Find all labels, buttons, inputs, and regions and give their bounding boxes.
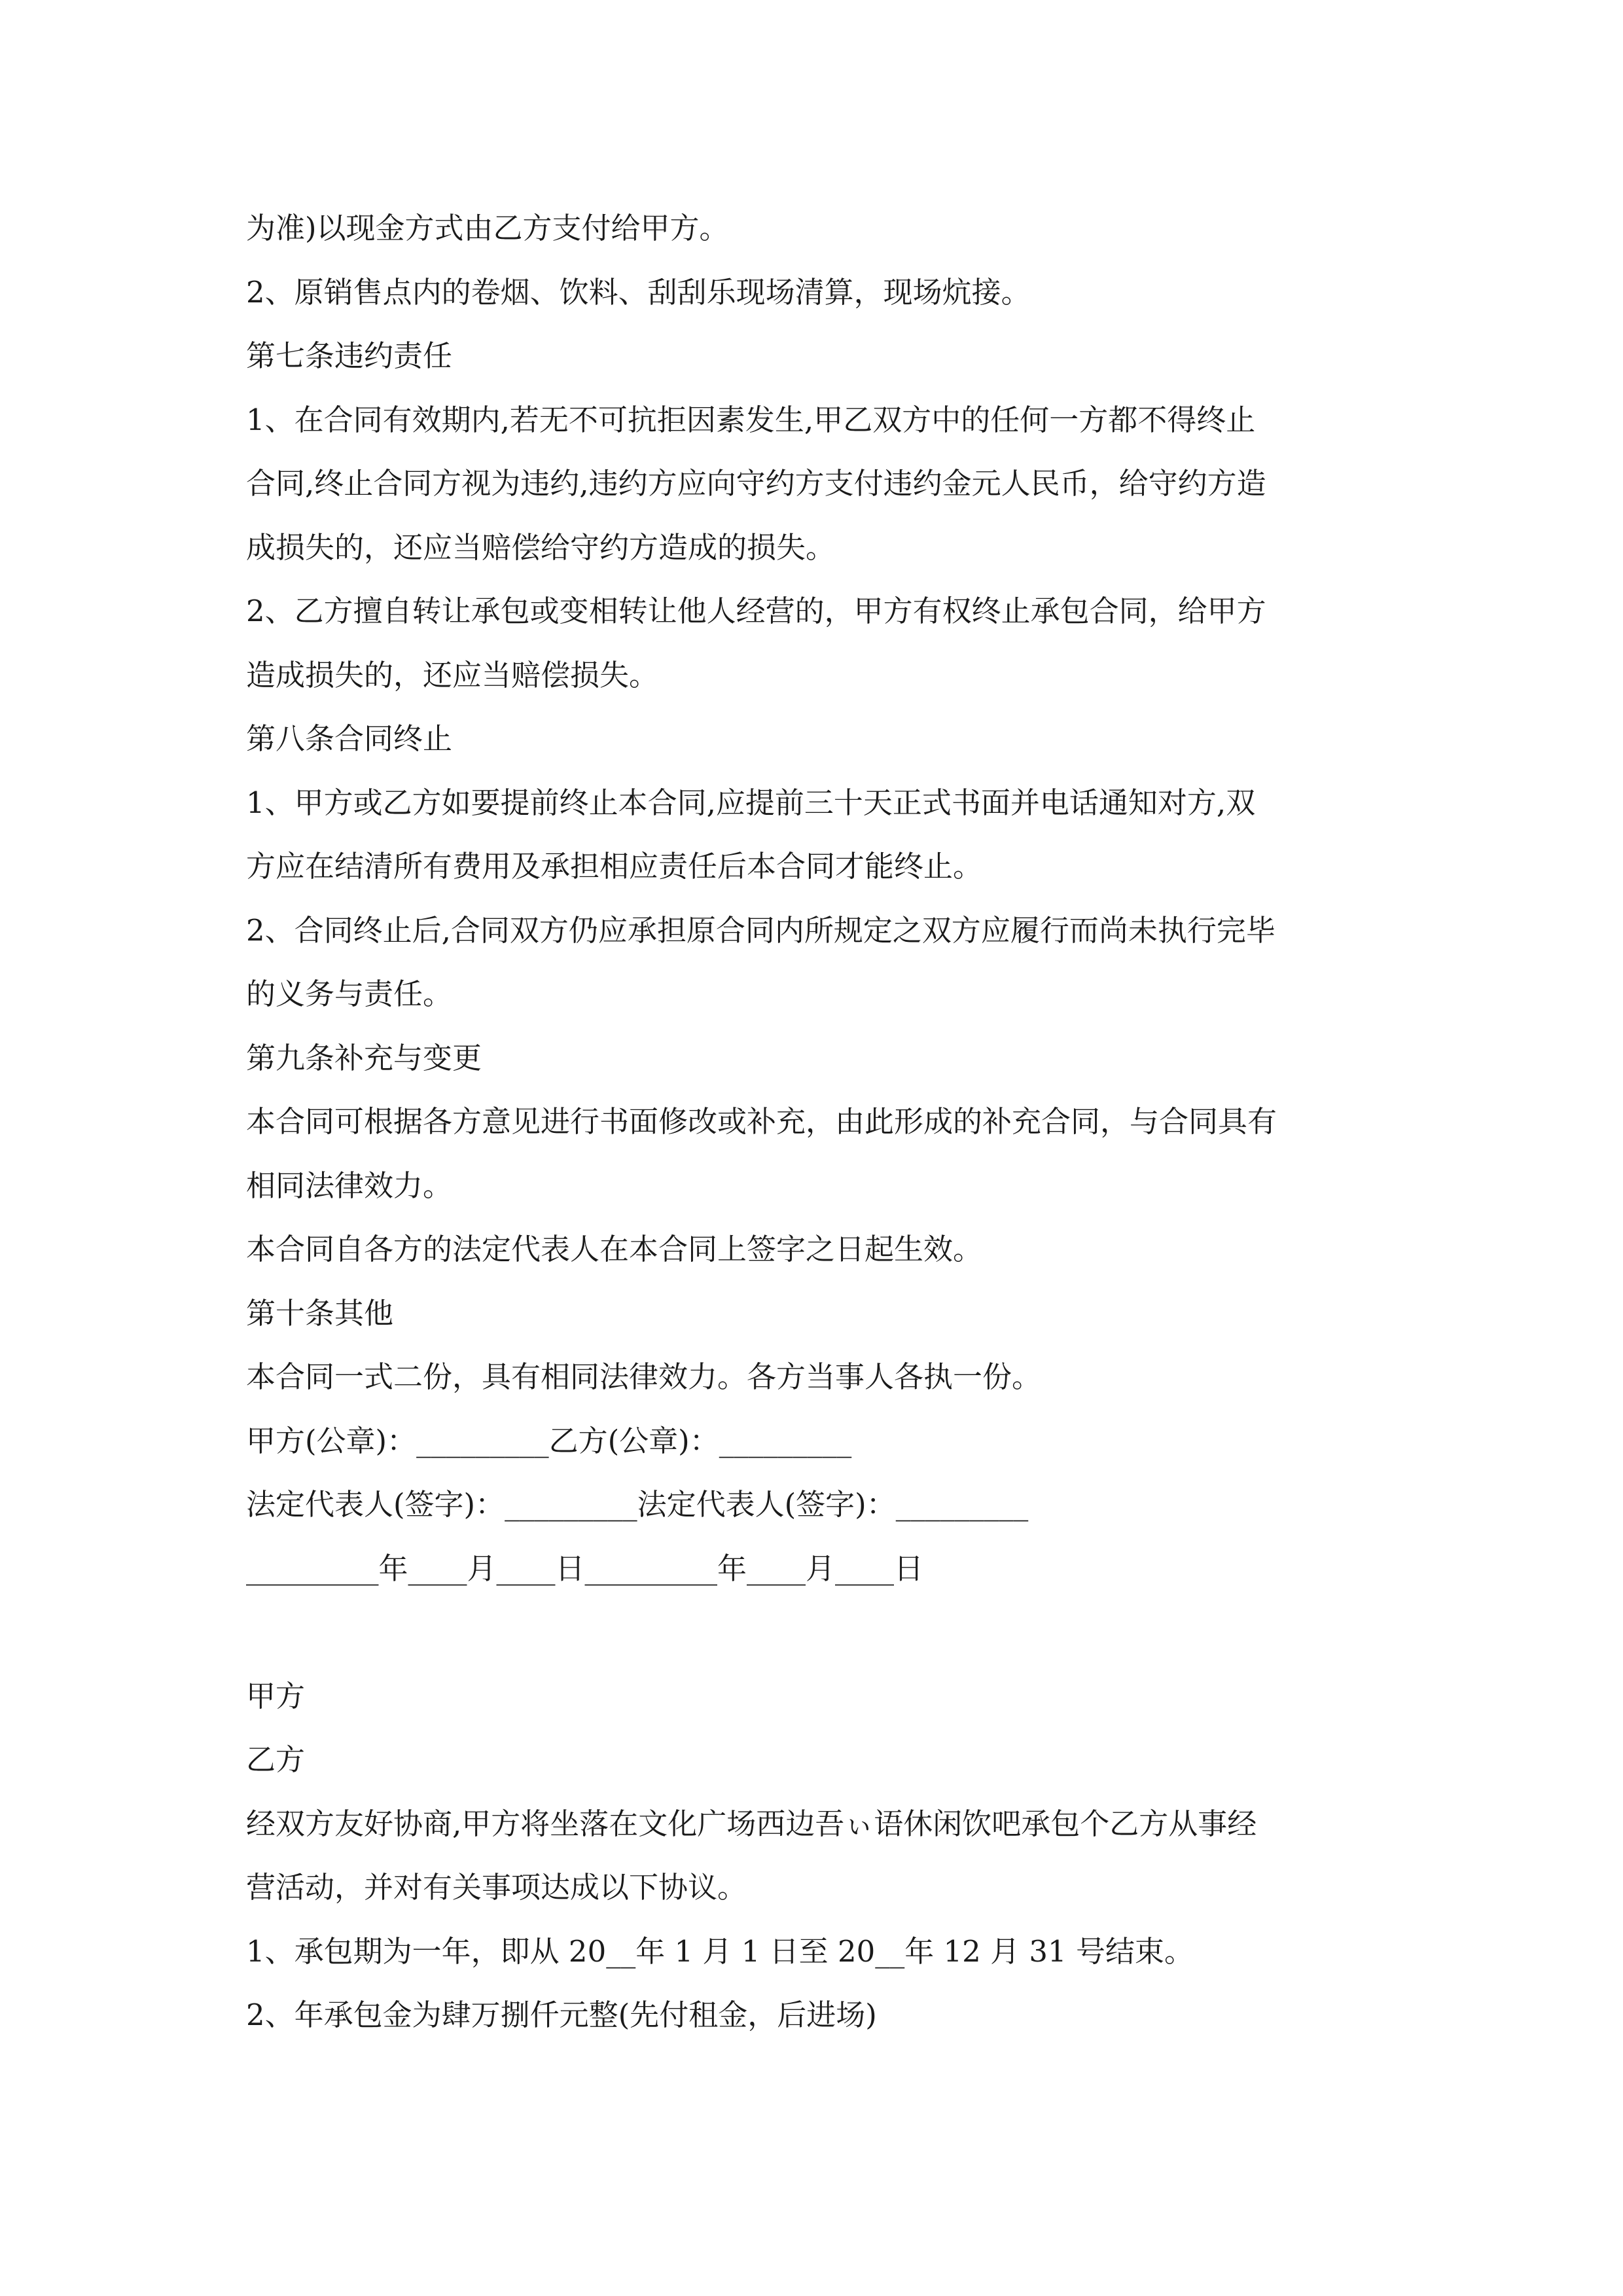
text-line: 营活动，并对有关事项达成以下协议。 (246, 1870, 747, 1905)
text-line: 1、承包期为一年，即从 20__年 1 月 1 日至 20__年 12 月 31 号结束。 (246, 1933, 1194, 1969)
section-heading: 第七条违约责任 (246, 338, 453, 373)
text-line: 2、合同终止后,合同双方仍应承担原合同内所规定之双方应履行而尚未执行完毕 (246, 912, 1275, 948)
text-line: 1、甲方或乙方如要提前终止本合同,应提前三十天正式书面并电话通知对方,双 (246, 785, 1256, 820)
text-line: 相同法律效力。 (246, 1168, 453, 1203)
section-heading: 第九条补充与变更 (246, 1040, 482, 1075)
text-line: 2、年承包金为肆万捌仟元整(先付租金，后进场) (246, 1998, 877, 2032)
text-line: 1、在合同有效期内,若无不可抗拒因素发生,甲乙双方中的任何一方都不得终止 (246, 402, 1256, 437)
text-line: 为准)以现金方式由乙方支付给甲方。 (246, 211, 729, 245)
text-line: 2、原销售点内的卷烟、饮料、刮刮乐现场清算，现场炕接。 (246, 274, 1031, 310)
document-body (246, 196, 1378, 2047)
text-line: 本合同可根据各方意见进行书面修改或补充，由此形成的补充合同，与合同具有 (246, 1104, 1277, 1139)
text-line: 成损失的，还应当赔偿给守约方造成的损失。 (246, 529, 836, 565)
section-heading: 第八条合同终止 (246, 721, 453, 756)
text-line: 本合同一式二份，具有相同法律效力。各方当事人各执一份。 (246, 1359, 1042, 1394)
signature-line-date: _________年____月____日_________年____月____日 (246, 1551, 924, 1586)
signature-line-representative: 法定代表人(签字)：_________法定代表人(签字)：_________ (246, 1487, 1029, 1522)
text-line: 方应在结清所有费用及承担相应责任后本合同才能终止。 (246, 849, 983, 884)
section-heading: 第十条其他 (246, 1295, 394, 1331)
signature-line-seal: 甲方(公章)：_________乙方(公章)：_________ (246, 1423, 852, 1458)
party-b-label: 乙方 (246, 1742, 306, 1777)
text-line: 2、乙方擅自转让承包或变相转让他人经营的，甲方有权终止承包合同，给甲方 (246, 594, 1266, 628)
text-line: 本合同自各方的法定代表人在本合同上签字之日起生效。 (246, 1232, 983, 1266)
text-line: 经双方友好协商,甲方将坐落在文化广场西边吾ぃ语休闲饮吧承包个乙方从事经 (246, 1806, 1257, 1841)
text-line: 合同,终止合同方视为违约,违约方应向守约方支付违约金元人民币，给守约方造 (246, 466, 1266, 501)
blank-line (246, 1600, 1378, 1664)
text-line: 的义务与责任。 (246, 977, 453, 1011)
party-a-label: 甲方 (246, 1678, 306, 1713)
text-line: 造成损失的，还应当赔偿损失。 (246, 657, 659, 692)
